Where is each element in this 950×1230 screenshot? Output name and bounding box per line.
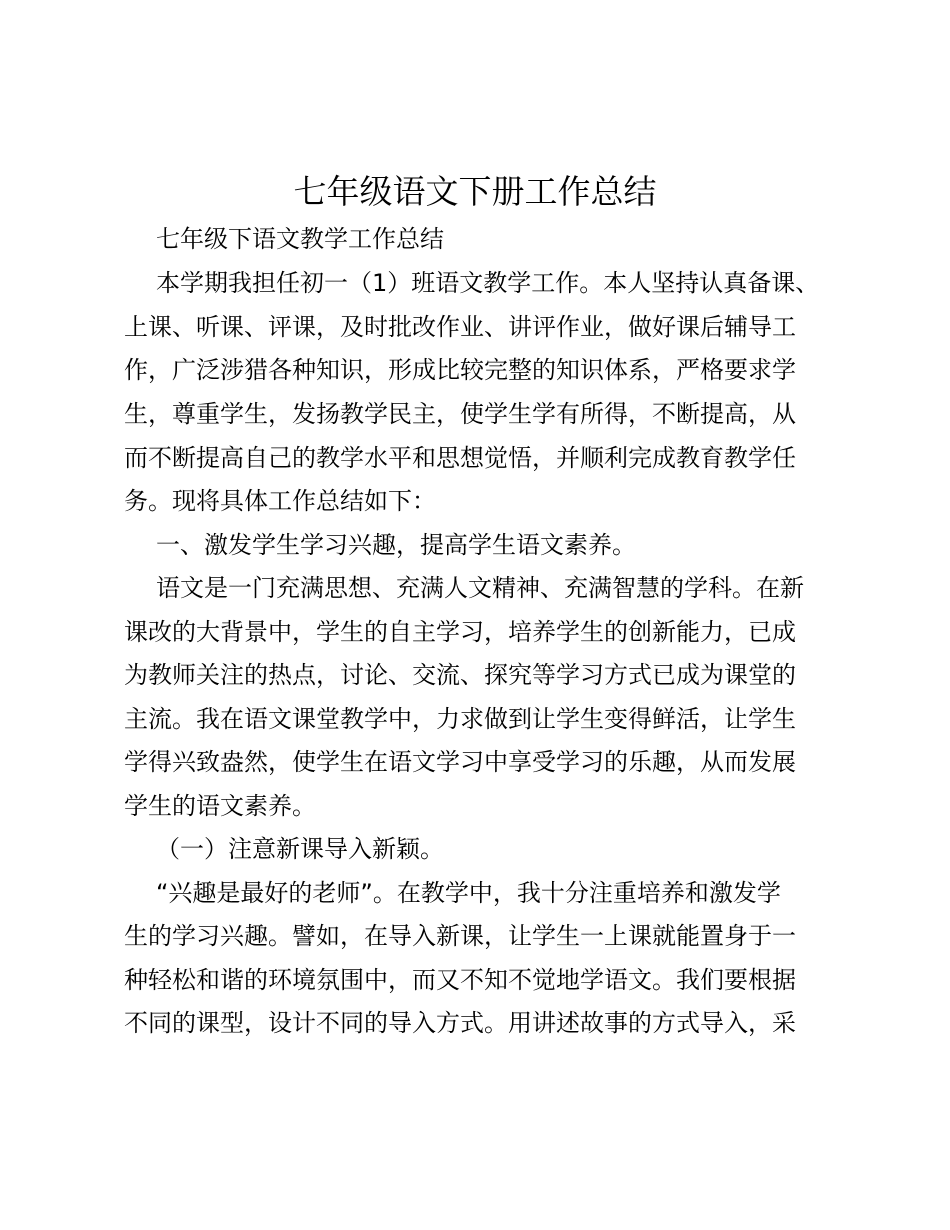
paragraph-line: 课改的大背景中，学生的自主学习，培养学生的创新能力，已成 — [124, 618, 796, 646]
paragraph-line: 生的学习兴趣。譬如，在导入新课，让学生一上课就能置身于一 — [124, 922, 796, 950]
section-heading: 一、激发学生学习兴趣，提高学生语文素养。 — [156, 531, 636, 559]
paragraph-line: 为教师关注的热点，讨论、交流、探究等学习方式已成为课堂的 — [124, 661, 796, 689]
document-title: 七年级语文下册工作总结 — [293, 172, 657, 211]
paragraph-line: 不同的课型，设计不同的导入方式。用讲述故事的方式导入，采 — [124, 1009, 796, 1037]
subtitle-line: 七年级下语文教学工作总结 — [156, 225, 444, 253]
paragraph-line: 务。现将具体工作总结如下： — [124, 487, 436, 515]
paragraph-line: 生，尊重学生，发扬教学民主，使学生学有所得，不断提高，从 — [124, 400, 796, 428]
paragraph-line: 主流。我在语文课堂教学中，力求做到让学生变得鲜活，让学生 — [124, 705, 796, 733]
paragraph-line: 语文是一门充满思想、充满人文精神、充满智慧的学科。在新 — [156, 574, 804, 602]
paragraph-line: 学得兴致盎然，使学生在语文学习中享受学习的乐趣，从而发展 — [124, 748, 796, 776]
paragraph-line: 本学期我担任初一（1）班语文教学工作。本人坚持认真备课、 — [156, 269, 820, 297]
paragraph-line: 上课、听课、评课，及时批改作业、讲评作业，做好课后辅导工 — [124, 313, 796, 341]
paragraph-line: 作，广泛涉猎各种知识，形成比较完整的知识体系，严格要求学 — [124, 356, 796, 384]
subsection-heading: （一）注意新课导入新颖。 — [156, 835, 444, 863]
paragraph-line: “兴趣是最好的老师”。在教学中，我十分注重培养和激发学 — [156, 879, 781, 907]
paragraph-line: 种轻松和谐的环境氛围中，而又不知不觉地学语文。我们要根据 — [124, 966, 796, 994]
paragraph-line: 学生的语文素养。 — [124, 792, 316, 820]
paragraph-line: 而不断提高自己的教学水平和思想觉悟，并顺利完成教育教学任 — [124, 444, 796, 472]
